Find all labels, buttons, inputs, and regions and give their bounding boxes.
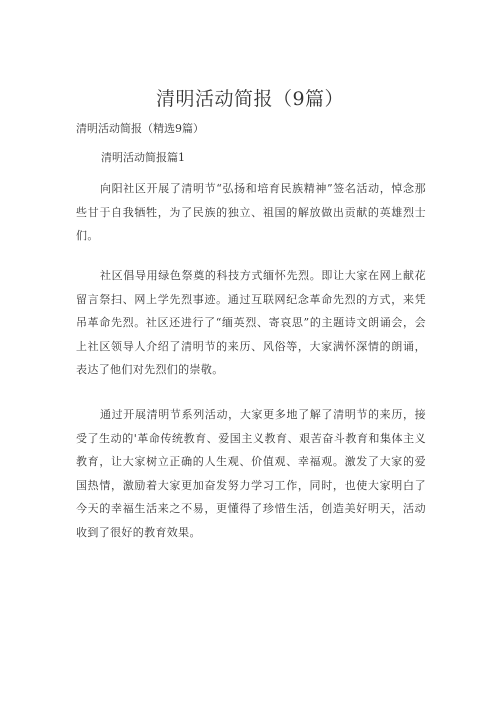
paragraph-1: 向阳社区开展了清明节“弘扬和培育民族精神”签名活动，悼念那些甘于自我牺牲，为了民族的独立、祖国的解放做出贡献的英雄烈士们。 <box>76 182 426 242</box>
document-subtitle: 清明活动简报（精选9篇） <box>76 122 204 135</box>
document-title: 清明活动简报（9篇） <box>155 88 345 110</box>
section-heading: 清明活动简报篇1 <box>101 151 185 164</box>
paragraph-2: 社区倡导用绿色祭奠的科技方式缅怀先烈。即让大家在网上献花留言祭扫、网上学先烈事迹。通过互联网纪念革命先烈的方式，来凭吊革命先烈。社区还进行了“缅英烈、寄哀思”的主题诗文朗诵会，会上社区领导人介绍了清明节的来历、风俗等，大家满怀深情的朗诵，表达了他们对先烈们的崇敬。 <box>76 269 426 376</box>
paragraph-3: 通过开展清明节系列活动，大家更多地了解了清明节的来历，接受了生动的'革命传统教育、爱国主义教育、艰苦奋斗教育和集体主义教育，让大家树立正确的人生观、价值观、幸福观。激发了大家的爱国热情，激励着大家更加奋发努力学习工作，同时，也使大家明白了今天的幸福生活来之不易，更懂得了珍惜生活，创造美好明天，活动收到了很好的教育效果。 <box>76 408 426 539</box>
